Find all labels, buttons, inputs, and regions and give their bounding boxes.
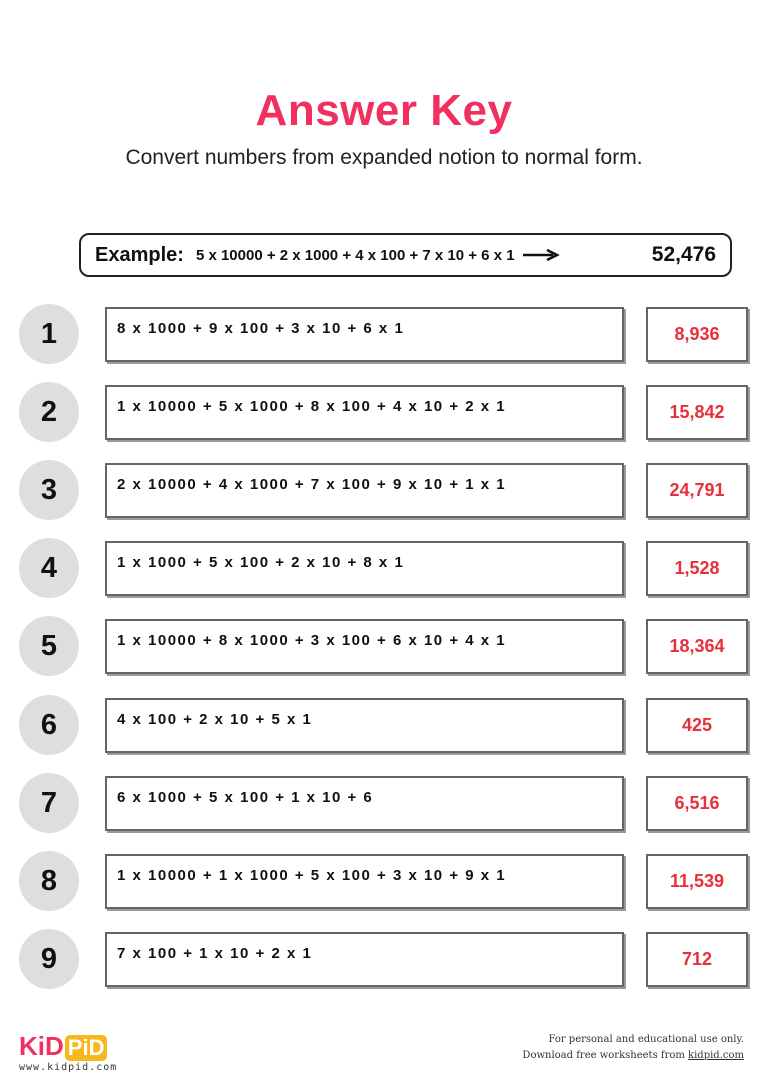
footer-link[interactable]: kidpid.com <box>688 1050 744 1061</box>
problem-row <box>0 929 768 989</box>
problem-answer: 8,936 <box>646 307 748 362</box>
footer-notice <box>522 1032 744 1064</box>
page-title: Answer Key <box>255 86 513 135</box>
problem-answer: 11,539 <box>646 854 748 909</box>
problem-answer: 24,791 <box>646 463 748 518</box>
logo-pid-text: PiD <box>65 1035 108 1061</box>
example-result: 52,476 <box>651 243 716 266</box>
problem-answer: 15,842 <box>646 385 748 440</box>
problem-number: 1 <box>19 304 79 364</box>
footer-line-2 <box>522 1048 744 1064</box>
example-box <box>79 233 732 277</box>
problem-row <box>0 851 768 911</box>
problem-row <box>0 382 768 442</box>
problem-number: 6 <box>19 695 79 755</box>
problem-expression: 1 x 10000 + 5 x 1000 + 8 x 100 + 4 x 10 + 2 x 1 <box>105 385 624 440</box>
problem-number: 9 <box>19 929 79 989</box>
problem-expression: 1 x 10000 + 1 x 1000 + 5 x 100 + 3 x 10 + 9 x 1 <box>105 854 624 909</box>
footer-line-2-text: Download free worksheets from <box>522 1050 689 1061</box>
problem-expression: 2 x 10000 + 4 x 1000 + 7 x 100 + 9 x 10 + 1 x 1 <box>105 463 624 518</box>
problem-row <box>0 460 768 520</box>
logo-kid-text: KiD <box>19 1031 64 1061</box>
problem-expression: 6 x 1000 + 5 x 100 + 1 x 10 + 6 <box>105 776 624 831</box>
problem-answer: 425 <box>646 698 748 753</box>
example-expression: 5 x 10000 + 2 x 1000 + 4 x 100 + 7 x 10 + 6 x 1 <box>195 246 515 264</box>
problem-expression: 1 x 1000 + 5 x 100 + 2 x 10 + 8 x 1 <box>105 541 624 596</box>
problem-expression: 4 x 100 + 2 x 10 + 5 x 1 <box>105 698 624 753</box>
problem-number: 7 <box>19 773 79 833</box>
arrow-right-icon <box>521 248 561 262</box>
problem-answer: 18,364 <box>646 619 748 674</box>
problem-number: 4 <box>19 538 79 598</box>
problem-number: 3 <box>19 460 79 520</box>
problem-number: 2 <box>19 382 79 442</box>
kidpid-logo <box>19 1031 107 1061</box>
problem-row <box>0 616 768 676</box>
problem-number: 8 <box>19 851 79 911</box>
example-label: Example: <box>95 243 184 266</box>
instructions: Convert numbers from expanded notion to normal form. <box>125 146 643 169</box>
problem-answer: 1,528 <box>646 541 748 596</box>
problem-row <box>0 773 768 833</box>
problem-answer: 712 <box>646 932 748 987</box>
problem-row <box>0 304 768 364</box>
problem-answer: 6,516 <box>646 776 748 831</box>
problem-expression: 7 x 100 + 1 x 10 + 2 x 1 <box>105 932 624 987</box>
logo-url: www.kidpid.com <box>19 1062 118 1073</box>
problem-expression: 1 x 10000 + 8 x 1000 + 3 x 100 + 6 x 10 + 4 x 1 <box>105 619 624 674</box>
problem-expression: 8 x 1000 + 9 x 100 + 3 x 10 + 6 x 1 <box>105 307 624 362</box>
footer-line-1: For personal and educational use only. <box>548 1034 744 1045</box>
problem-row <box>0 538 768 598</box>
problem-number: 5 <box>19 616 79 676</box>
problem-row <box>0 695 768 755</box>
